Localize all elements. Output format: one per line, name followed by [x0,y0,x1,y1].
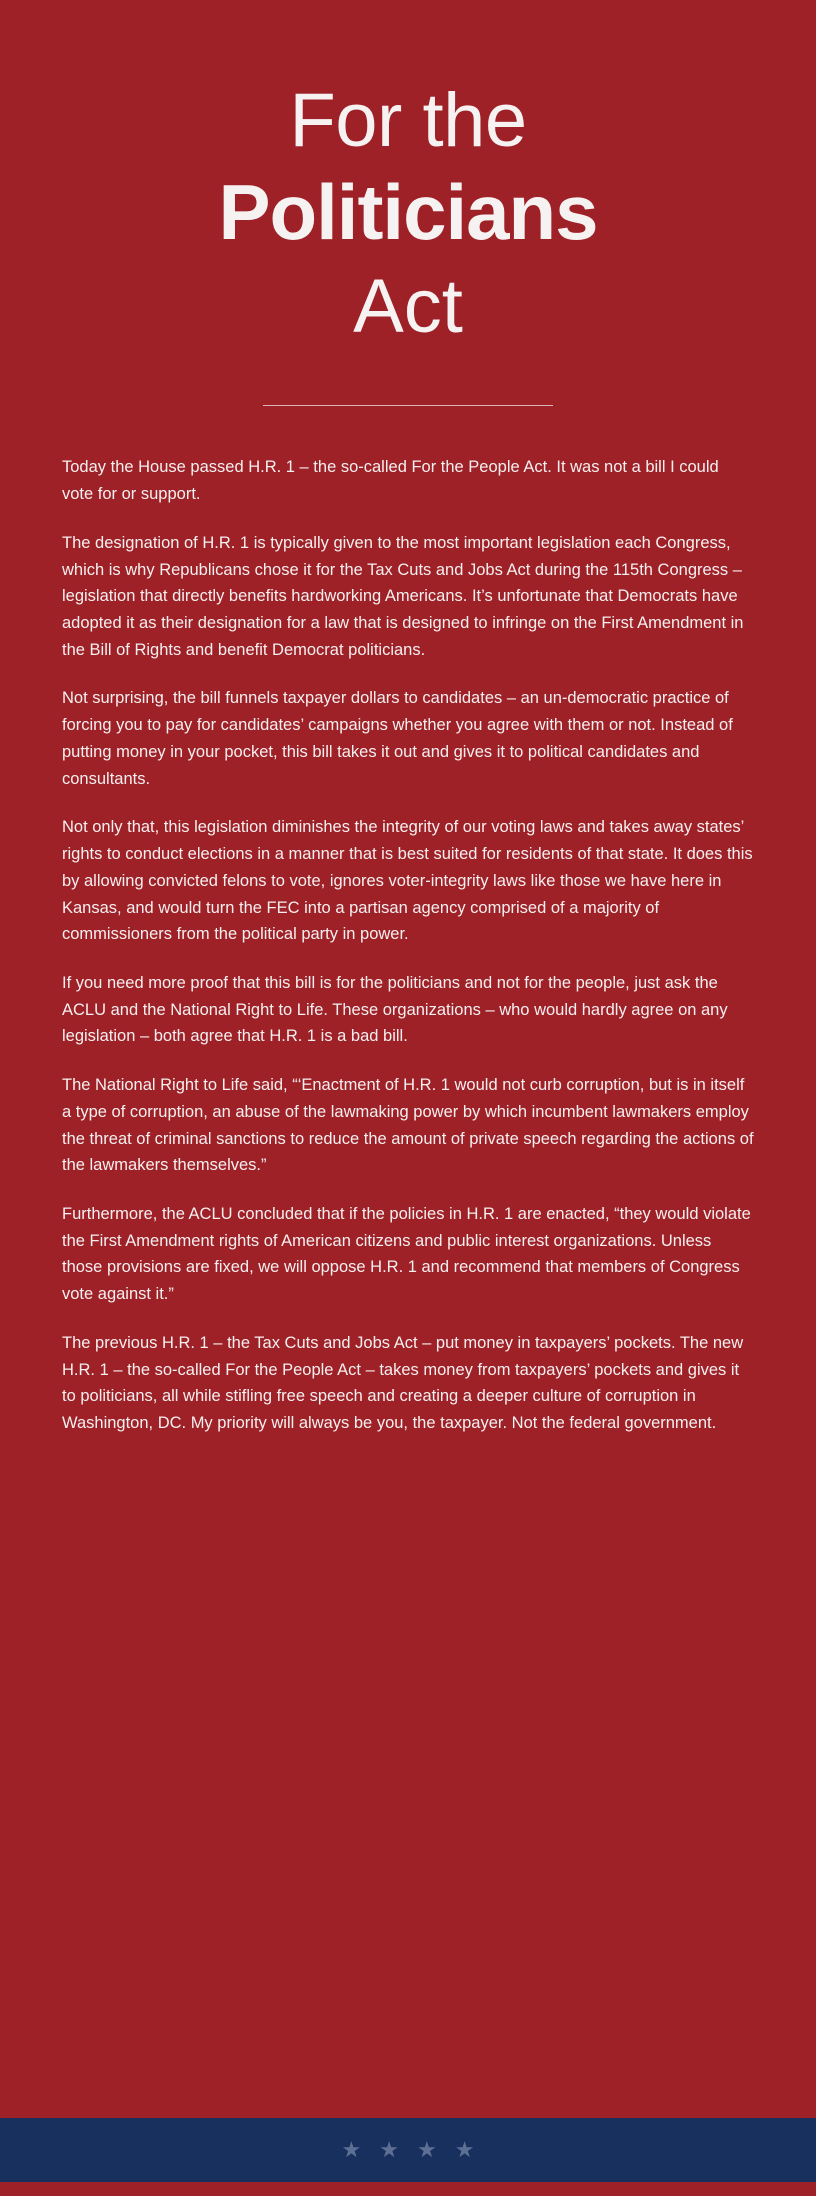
paragraph: The previous H.R. 1 – the Tax Cuts and Jobs Act – put money in taxpayers’ pockets. The new H.R. 1 – the so-called For the People Act – takes money from taxpayers’ pockets and gives it to politicians, all while stifling free speech and creating a deeper culture of corruption in Washington, DC. My priority will always be you, the taxpayer. Not the federal government. [62,1333,744,1432]
star-icon: ★ [341,2137,362,2162]
paragraph: The National Right to Life said, “‘Enactment of H.R. 1 would not curb corruption, but is in itself a type of corruption, an abuse of the lawmaking power by which incumbent lawmakers employ the threat of criminal sanctions to reduce the amount of private speech regarding the actions of the lawmakers themselves.” [62,1076,754,1175]
paragraph: The designation of H.R. 1 is typically given to the most important legislation each Congress, which is why Republicans chose it for the Tax Cuts and Jobs Act during the 115th Congress – legislation that directly benefits hardworking Americans. It’s unfortunate that Democrats have adopted it as their designation for a law that is designed to infringe on the First Amendment in the Bill of Rights and benefit Democrat politicians. [62,533,744,659]
page-title-line-3: Act [353,264,463,350]
hero-header [0,0,816,406]
paragraph: Furthermore, the ACLU concluded that if the policies in H.R. 1 are enacted, “they would violate the First Amendment rights of American citizens and public interest organizations. Unless those provisions are fixed, we will oppose H.R. 1 and recommend that members of Congress vote against it.” [62,1204,751,1304]
page-title-line-2: Politicians [218,168,598,257]
page-title [60,73,756,350]
paragraph: If you need more proof that this bill is for the politicians and not for the people, just ask the ACLU and the National Right to Life. These organizations – who would hardly agree on any legislation – both agree that H.R. 1 is a bad bill. [62,973,728,1046]
page-title-line-1: For the [289,78,527,164]
paragraph: Not only that, this legislation diminishes the integrity of our voting laws and takes away states’ rights to conduct elections in a manner that is best suited for residents of that state. It does this by allowing convicted felons to vote, ignores voter-integrity laws like those we have here in Kansas, and would turn the FEC into a partisan agency comprised of a majority of commissioners from the political party in power. [62,818,753,944]
star-icon: ★ [417,2137,437,2162]
footer-bar [0,2118,816,2182]
star-icon: ★ [454,2137,475,2162]
paragraph: Today the House passed H.R. 1 – the so-called For the People Act. It was not a bill I could vote for or support. [62,458,719,504]
paragraph: Not surprising, the bill funnels taxpayer dollars to candidates – an un-democratic practice of forcing you to pay for candidates’ campaigns whether you agree with them or not. Instead of putting money in your pocket, this bill takes it out and gives it to political candidates and consultants. [62,689,733,788]
star-icon: ★ [379,2137,399,2162]
article-body [0,406,816,2118]
bottom-strip [0,2182,816,2196]
